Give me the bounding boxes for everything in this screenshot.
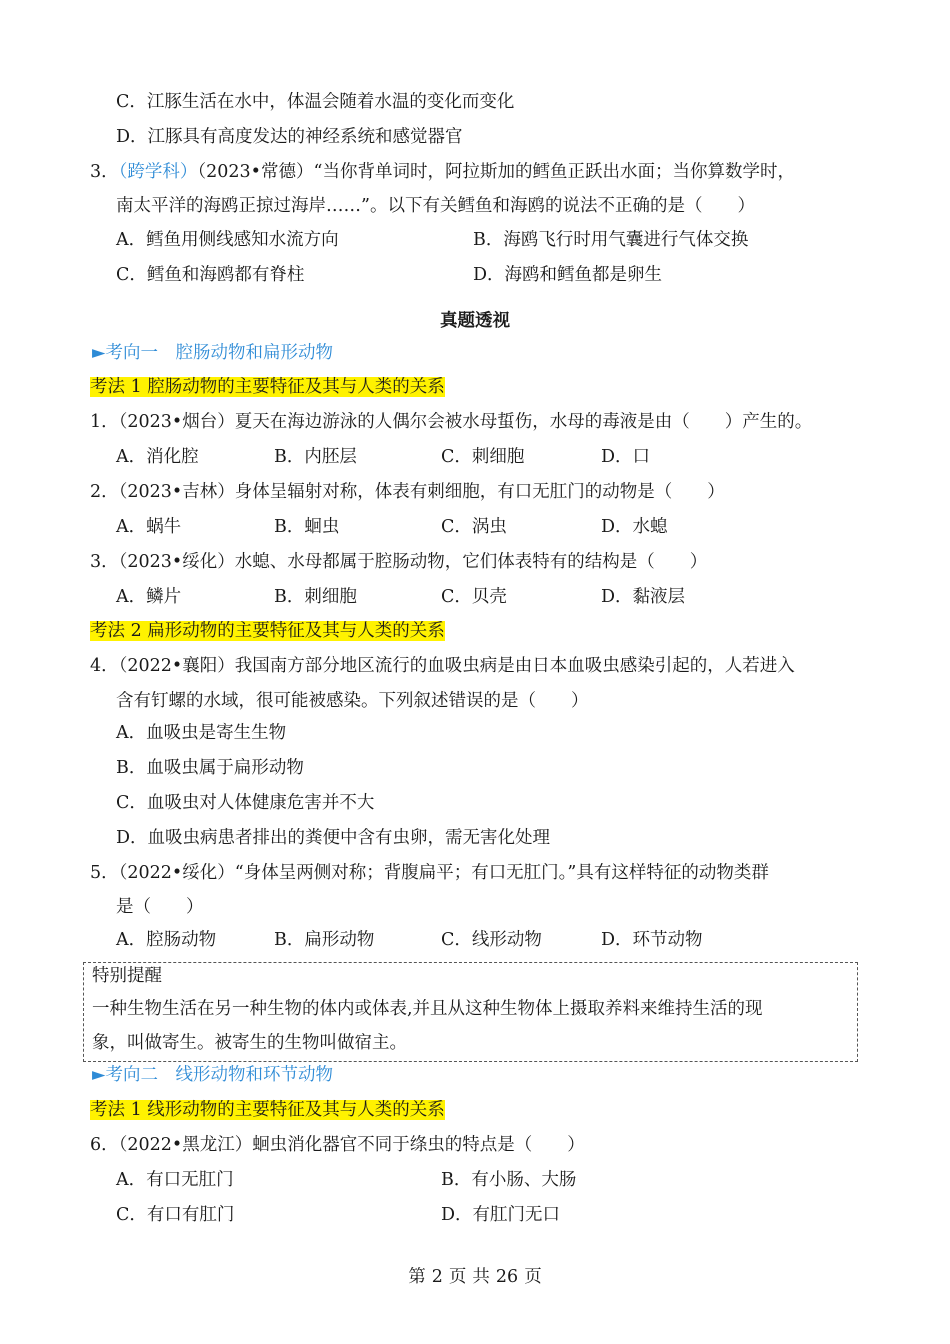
option-d: D．有肛门无口 [441, 1205, 561, 1225]
option-b: B．蛔虫 [274, 517, 340, 537]
option-a: A．鳕鱼用侧线感知水流方向 [116, 230, 339, 250]
option-d: D．口 [601, 447, 651, 467]
option-d: D．环节动物 [601, 930, 703, 950]
option-c: C．江豚生活在水中，体温会随着水温的变化而变化 [116, 92, 515, 112]
direction-heading-1: ►考向一 腔肠动物和扁形动物 [92, 343, 333, 363]
option-c: C．贝壳 [441, 587, 507, 607]
question-text: （2023•常德）“当你背单词时，阿拉斯加的鳕鱼正跃出水面；当你算数学时， [197, 162, 795, 182]
method-heading-3 [90, 1098, 445, 1122]
footer-text: 共 [472, 1267, 490, 1287]
option-d: D．水螅 [601, 517, 668, 537]
page-footer [0, 1265, 950, 1289]
option-a: A．腔肠动物 [116, 930, 217, 950]
option-c: C．有口有肛门 [116, 1205, 235, 1225]
question-5-line2: 是（ ） [116, 897, 204, 917]
option-b: B．扁形动物 [274, 930, 375, 950]
option-c: C．鳕鱼和海鸥都有脊柱 [116, 265, 305, 285]
method-heading-2 [90, 619, 445, 643]
option-c: C．刺细胞 [441, 447, 525, 467]
question-3: 3．（2023•绥化）水螅、水母都属于腔肠动物，它们体表特有的结构是（ ） [90, 552, 708, 572]
question-1: 1．（2023•烟台）夏天在海边游泳的人偶尔会被水母蜇伤，水母的毒液是由（ ）产生的。 [90, 412, 813, 432]
footer-text: 第 [408, 1267, 426, 1287]
question-3-line1 [90, 160, 795, 184]
option-a: A．鳞片 [116, 587, 182, 607]
method-heading-1 [90, 375, 445, 399]
question-4-line1: 4．（2022•襄阳）我国南方部分地区流行的血吸虫病是由日本血吸虫感染引起的，人若进入 [90, 656, 795, 676]
reminder-text-line1: 一种生物生活在另一种生物的体内或体表,并且从这种生物体上摄取养料来维持生活的现 [92, 999, 763, 1019]
option-a: A．血吸虫是寄生生物 [116, 723, 287, 743]
question-3-line2: 南太平洋的海鸥正掠过海岸……”。以下有关鳕鱼和海鸥的说法不正确的是（ ） [116, 196, 755, 216]
option-d: D．海鸥和鳕鱼都是卵生 [473, 265, 663, 285]
option-d: D．黏液层 [601, 587, 686, 607]
footer-text: 页 [448, 1267, 467, 1287]
direction-heading-2: ►考向二 线形动物和环节动物 [92, 1065, 333, 1085]
section-title: 真题透视 [440, 311, 510, 331]
page-number: 2 [431, 1267, 443, 1287]
option-c: C．线形动物 [441, 930, 542, 950]
question-5-line1: 5．（2022•绥化）“身体呈两侧对称；背腹扁平；有口无肛门。”具有这样特征的动物类群 [90, 863, 769, 883]
question-number: 3． [90, 162, 119, 182]
option-c: C．涡虫 [441, 517, 507, 537]
option-b: B．血吸虫属于扁形动物 [116, 758, 304, 778]
option-a: A．有口无肛门 [116, 1170, 234, 1190]
option-b: B．有小肠、大肠 [441, 1170, 577, 1190]
method-heading-text: 考法 1 腔肠动物的主要特征及其与人类的关系 [90, 377, 445, 397]
option-c: C．血吸虫对人体健康危害并不大 [116, 793, 375, 813]
option-a: A．消化腔 [116, 447, 199, 467]
option-d: D．江豚具有高度发达的神经系统和感觉器官 [116, 127, 463, 147]
option-b: B．海鸥飞行时用气囊进行气体交换 [473, 230, 749, 250]
option-d: D．血吸虫病患者排出的粪便中含有虫卵，需无害化处理 [116, 828, 551, 848]
reminder-text-line2: 象，叫做寄生。被寄生的生物叫做宿主。 [92, 1033, 407, 1053]
question-6: 6．（2022•黑龙江）蛔虫消化器官不同于绦虫的特点是（ ） [90, 1135, 585, 1155]
option-b: B．内胚层 [274, 447, 357, 467]
footer-text: 页 [524, 1267, 542, 1287]
cross-discipline-tag: （跨学科） [118, 162, 198, 182]
option-b: B．刺细胞 [274, 587, 357, 607]
method-heading-text: 考法 1 线形动物的主要特征及其与人类的关系 [90, 1100, 445, 1120]
total-pages: 26 [495, 1267, 519, 1287]
option-a: A．蜗牛 [116, 517, 182, 537]
reminder-title: 特别提醒 [92, 966, 162, 986]
question-2: 2．（2023•吉林）身体呈辐射对称，体表有刺细胞，有口无肛门的动物是（ ） [90, 482, 725, 502]
method-heading-text: 考法 2 扁形动物的主要特征及其与人类的关系 [90, 621, 445, 641]
question-4-line2: 含有钉螺的水域，很可能被感染。下列叙述错误的是（ ） [116, 691, 589, 711]
